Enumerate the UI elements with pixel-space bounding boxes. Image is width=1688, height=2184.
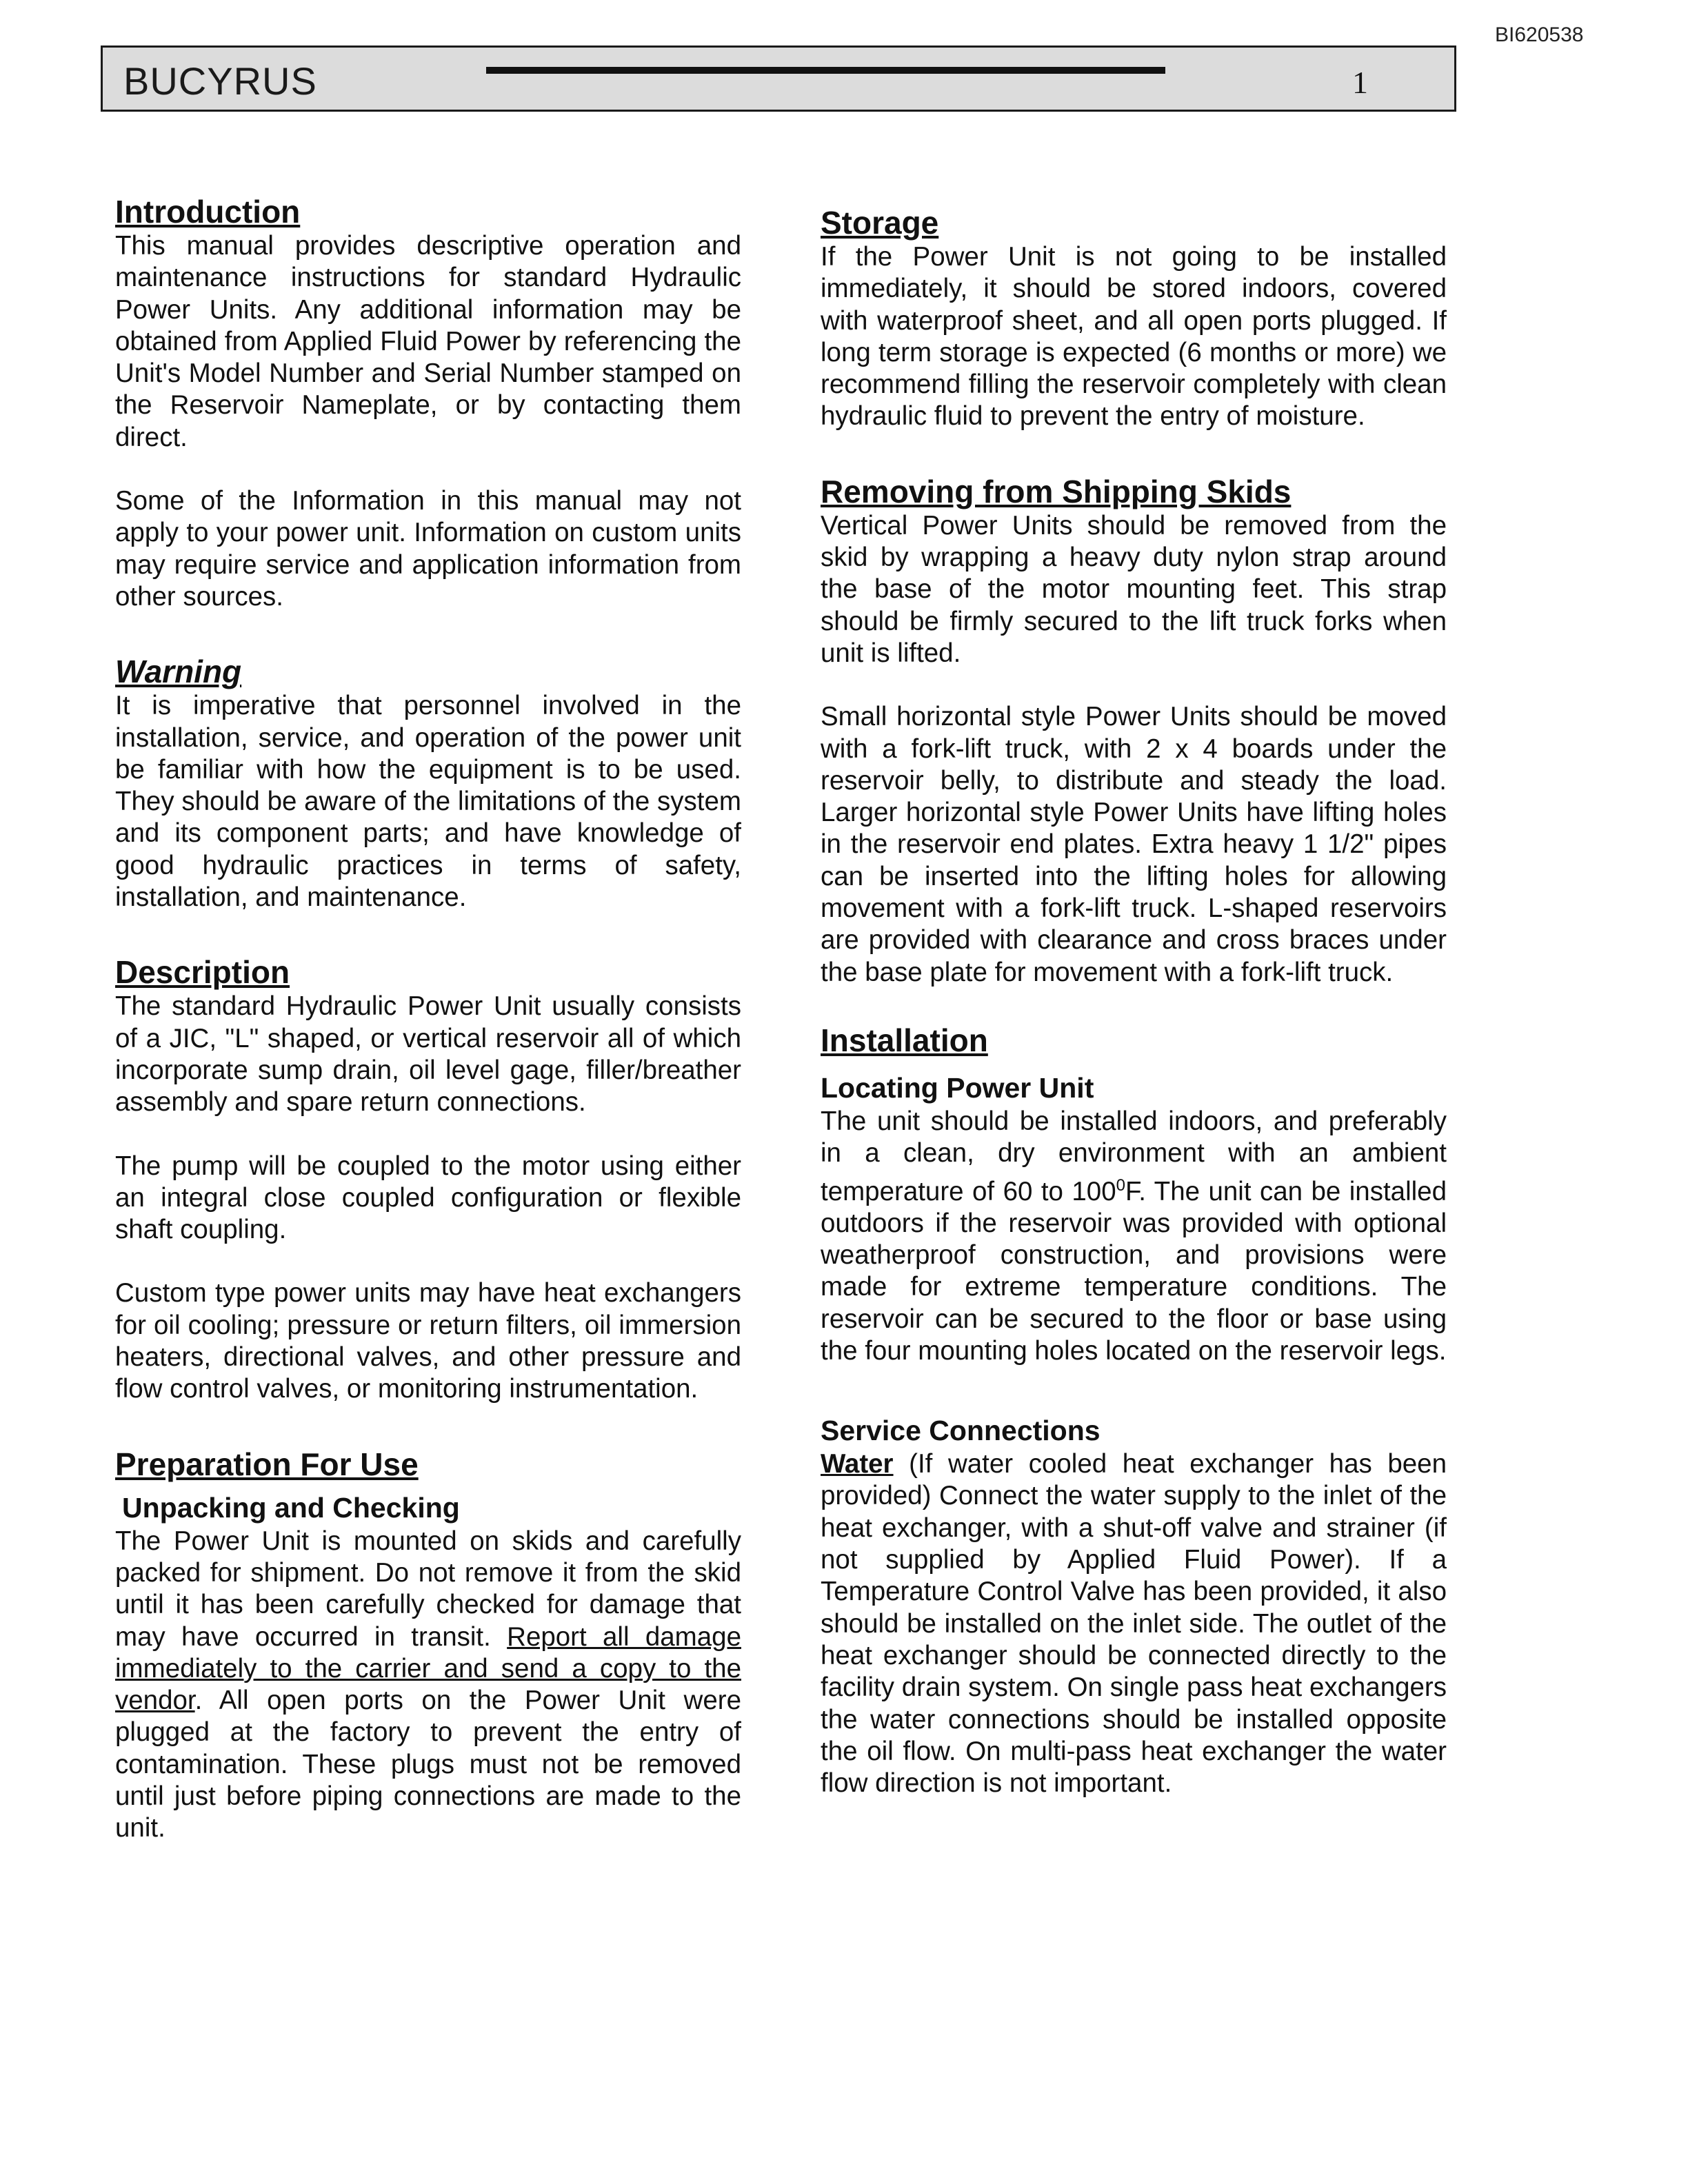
removing-paragraph-2: Small horizontal style Power Units should be moved with a fork-lift truck, with 2 x 4 boards under the reservoir belly, to distribute and steady the load. Larger horizontal style Power Units have lifting holes in the reservoir end plates. Extra heavy 1 1/2" pipes can be inserted into the lifting holes for allowing movement with a fork-lift truck. L-shaped reservoirs are provided with clearance and cross braces under the base plate for movement with a fork-lift truck. [821, 702, 1447, 987]
introduction-paragraph-1: This manual provides descriptive operation and maintenance instructions for standard Hydraulic Power Units. Any additional information may be obtained from Applied Fluid Power by referencing the Unit's Model Number and Serial Number stamped on the Reservoir Nameplate, or by contacting them direct. [115, 231, 741, 452]
locating-text-a: The unit should be installed indoors, and preferably in a clean, dry environment with an ambient temperature of 60 to 100 [821, 1106, 1447, 1206]
service-connections-subtitle: Service Connections [821, 1415, 1101, 1447]
locating-text-b: F. The unit can be installed outdoors if the reservoir was provided with optional weatherproof construction, and provisions were made for extreme temperature conditions. The reservoir can be secured to the floor or base using the four mounting holes located on the reservoir legs. [821, 1176, 1447, 1366]
storage-title: Storage [821, 205, 939, 241]
page-number: 1 [1352, 65, 1368, 100]
removing-paragraph-1: Vertical Power Units should be removed from the skid by wrapping a heavy duty nylon strap around the base of the motor mounting feet. This strap should be firmly secured to the lift truck forks when unit is lifted. [821, 510, 1447, 668]
unpacking-text-a: The Power Unit is mounted on skids and carefully packed for shipment. Do not remove it from the skid until it has been carefully checked for damage that may have occurred in transit. [115, 1526, 741, 1652]
water-paragraph [821, 1448, 1447, 1799]
unpacking-subtitle: Unpacking and Checking [122, 1491, 460, 1524]
header-rule [486, 67, 1165, 74]
introduction-title: Introduction [115, 194, 301, 230]
storage-paragraph: If the Power Unit is not going to be installed immediately, it should be stored indoors, covered with waterproof sheet, and all open ports plugged. If long term storage is expected (6 months or more) we recommend filling the reservoir completely with clean hydraulic fluid to prevent the entry of moisture. [821, 242, 1447, 432]
right-column [821, 193, 1447, 1799]
left-column [115, 193, 741, 1845]
warning-title: Warning [115, 654, 242, 690]
brand-name: BUCYRUS [123, 59, 317, 103]
document-id: BI620538 [1495, 23, 1584, 46]
description-paragraph-1: The standard Hydraulic Power Unit usually consists of a JIC, "L" shaped, or vertical reservoir all of which incorporate sump drain, oil level gage, filler/breather assembly and spare return connections. [115, 991, 741, 1118]
installation-title: Installation [821, 1022, 988, 1058]
locating-subtitle: Locating Power Unit [821, 1071, 1094, 1104]
degree-superscript: 0 [1116, 1175, 1125, 1195]
description-paragraph-3: Custom type power units may have heat exchangers for oil cooling; pressure or return filters, oil immersion heaters, directional valves, and other pressure and flow control valves, or monitoring instrumentation. [115, 1278, 741, 1404]
unpacking-underlined-notice: Report all damage immediately to the carrier and send a copy to the vendor [115, 1621, 741, 1716]
warning-paragraph: It is imperative that personnel involved in the installation, service, and operation of the power unit be familiar with how the equipment is to be used. They should be aware of the limitations of the system and its component parts; and have knowledge of good hydraulic practices in terms of safety, installation, and maintenance. [115, 691, 741, 913]
unpacking-paragraph [115, 1526, 741, 1845]
unpacking-text-b: . All open ports on the Power Unit were plugged at the factory to prevent the entry of contamination. These plugs must not be removed until just before piping connections are made to the unit. [115, 1686, 741, 1843]
water-text: (If water cooled heat exchanger has been provided) Connect the water supply to the inlet of the heat exchanger, with a shut-off valve and strainer (if not supplied by Applied Fluid Power). If a Temperature Control Valve has been provided, it also should be installed on the inlet side. The outlet of the heat exchanger should be connected directly to the facility drain system. On single pass heat exchangers the water connections should be installed opposite the oil flow. On multi-pass heat exchanger the water flow direction is not important. [821, 1449, 1447, 1799]
preparation-title: Preparation For Use [115, 1446, 419, 1482]
water-label: Water [821, 1449, 894, 1479]
description-paragraph-2: The pump will be coupled to the motor using either an integral close coupled configuration or flexible shaft coupling. [115, 1151, 741, 1245]
removing-title: Removing from Shipping Skids [821, 473, 1292, 509]
page-header [101, 46, 1456, 112]
locating-paragraph [821, 1106, 1447, 1367]
introduction-paragraph-2: Some of the Information in this manual may not apply to your power unit. Information on custom units may require service and application information from other sources. [115, 486, 741, 611]
description-title: Description [115, 954, 290, 991]
